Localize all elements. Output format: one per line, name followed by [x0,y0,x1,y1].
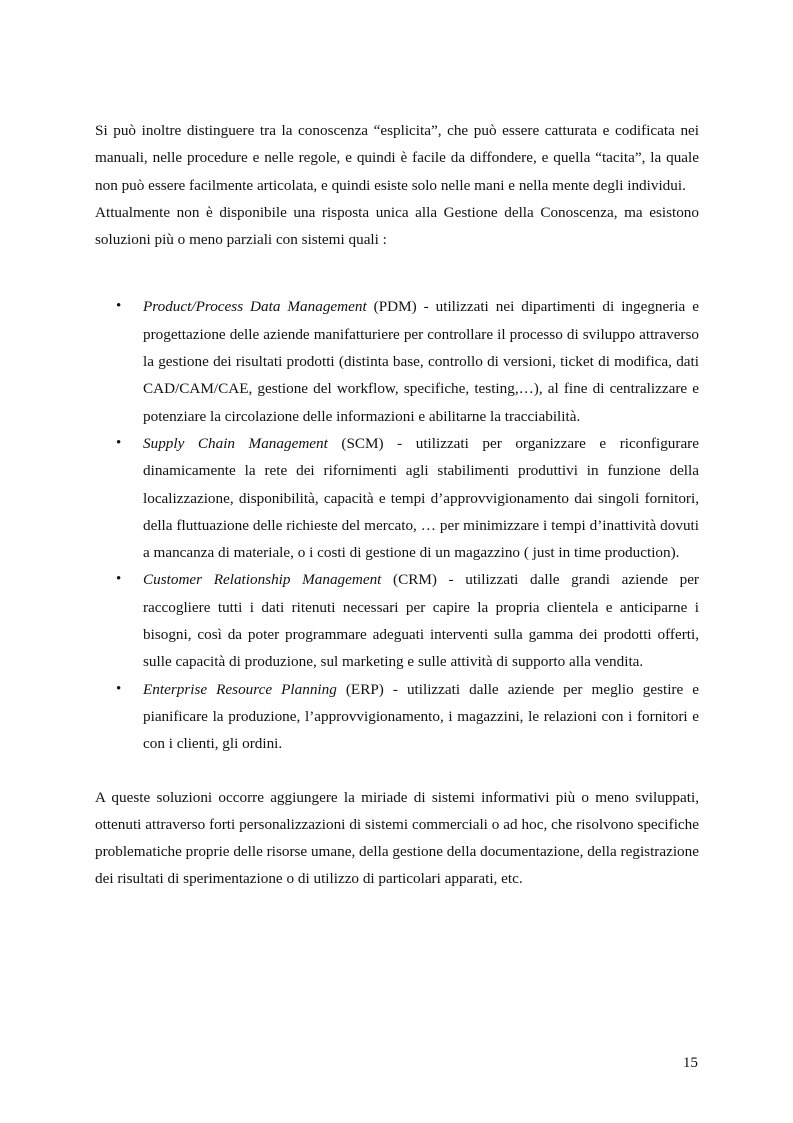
list-item-crm [95,566,699,675]
intro-paragraph-explicit-tacit: Si può inoltre distinguere tra la conoscenza “esplicita”, che può essere catturata e codificata nei manuali, nelle procedure e nelle regole, e quindi è facile da diffondere, e quella “tacita”, la quale non può essere facilmente articolata, e quindi esiste solo nelle mani e nella mente degli individui. [95,122,699,194]
list-item-erp [95,676,699,758]
page-number: 15 [682,1054,698,1071]
bullet-icon: • [116,298,122,315]
list-item-scm [95,430,699,566]
bullet-icon: • [116,571,122,588]
list-item-description: (CRM) - utilizzati dalle grandi aziende per raccogliere tutti i dati ritenuti necessari per capire la propria clientela e anticiparne i bisogni, così da poter programmare adeguati interventi sulla gamma dei prodotti offerti, sulle capacità di produzione, sul marketing e sulle attività di supporto alla vendita. [143,571,699,671]
systems-list [95,293,699,757]
list-item-pdm [95,293,699,429]
list-item-description: (PDM) - utilizzati nei dipartimenti di ingegneria e progettazione delle aziende manifatturiere per controllare il processo di sviluppo attraverso la gestione dei risultati prodotti (distinta base, controllo di versioni, ticket di modifica, dati CAD/CAM/CAE, gestione del workflow, specifiche, testing,…), al fine di centralizzare e potenziare la circolazione delle informazioni e abilitarne la tracciabilità. [143,298,699,425]
list-item-term: Supply Chain Management [143,434,328,452]
bullet-icon: • [116,680,122,697]
list-item-term: Customer Relationship Management [143,571,382,589]
list-item-description: (SCM) - utilizzati per organizzare e riconfigurare dinamicamente la rete dei rifornimenti agli stabilimenti produttivi in funzione della localizzazione, disponibilità, capacità e tempi d’approvvigionamento dai singoli fornitori, della fluttuazione delle richieste del mercato, … per minimizzare i tempi d’inattività dovuti a mancanza di materiale, o i costi di gestione di un magazzino ( just in time production). [143,434,699,562]
bullet-icon: • [116,434,122,451]
list-item-term: Product/Process Data Management [143,298,367,316]
list-item-description: (ERP) - utilizzati dalle aziende per meglio gestire e pianificare la produzione, l’approvvigionamento, i magazzini, le relazioni con i fornitori e con i clienti, gli ordini. [143,680,700,753]
closing-paragraph: A queste soluzioni occorre aggiungere la miriade di sistemi informativi più o meno sviluppati, ottenuti attraverso forti personalizzazioni di sistemi commerciali o ad hoc, che risolvono specifiche problematiche proprie delle risorse umane, della gestione della documentazione, della registrazione dei risultati di sperimentazione o di utilizzo di particolari apparati, etc. [95,788,699,888]
list-item-term: Enterprise Resource Planning [143,680,337,698]
intro-paragraph-knowledge-management: Attualmente non è disponibile una risposta unica alla Gestione della Conoscenza, ma esistono soluzioni più o meno parziali con sistemi quali : [95,203,699,249]
document-page [95,117,699,893]
